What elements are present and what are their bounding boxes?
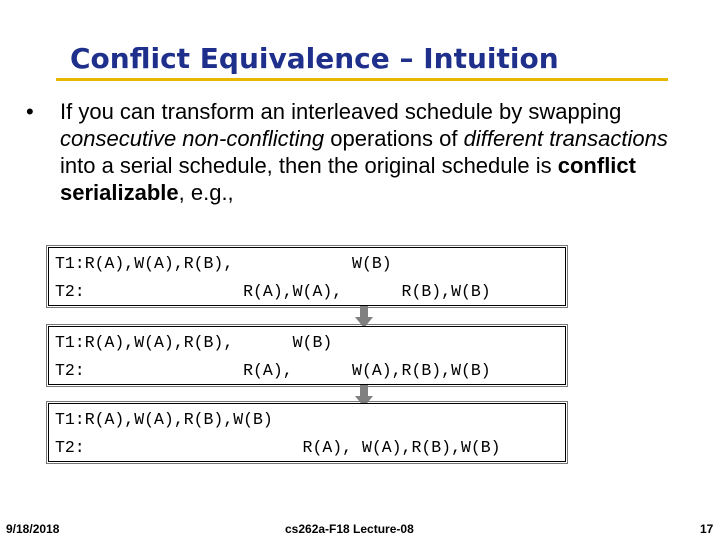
title-underline <box>56 78 668 81</box>
schedule-3-t1: T1:R(A),W(A),R(B),W(B) <box>55 410 273 429</box>
schedule-2-t1: T1:R(A),W(A),R(B), W(B) <box>55 333 333 352</box>
footer-course: cs262a-F18 Lecture-08 <box>285 522 414 536</box>
schedule-2-t2: T2: R(A), W(A),R(B),W(B) <box>55 361 491 380</box>
slide-title: Conflict Equivalence – Intuition <box>70 42 559 75</box>
schedule-box-2 <box>48 326 566 385</box>
schedule-box-1 <box>48 247 566 306</box>
schedule-1-t2: T2: R(A),W(A), R(B),W(B) <box>55 282 491 301</box>
schedule-box-3 <box>48 403 566 462</box>
page-number: 17 <box>700 522 714 536</box>
bullet-text: If you can transform an interleaved schedule by swapping consecutive non-conflicting operations of different transactions into a serial schedule, then the original schedule is conflict serializable, e.g., <box>60 99 668 205</box>
bullet-point <box>26 98 676 206</box>
schedule-1-t1: T1:R(A),W(A),R(B), W(B) <box>55 254 392 273</box>
down-arrow-icon <box>355 306 373 328</box>
bullet-marker: • <box>26 99 34 124</box>
schedule-3-t2: T2: R(A), W(A),R(B),W(B) <box>55 438 501 457</box>
footer-date: 9/18/2018 <box>6 522 60 536</box>
